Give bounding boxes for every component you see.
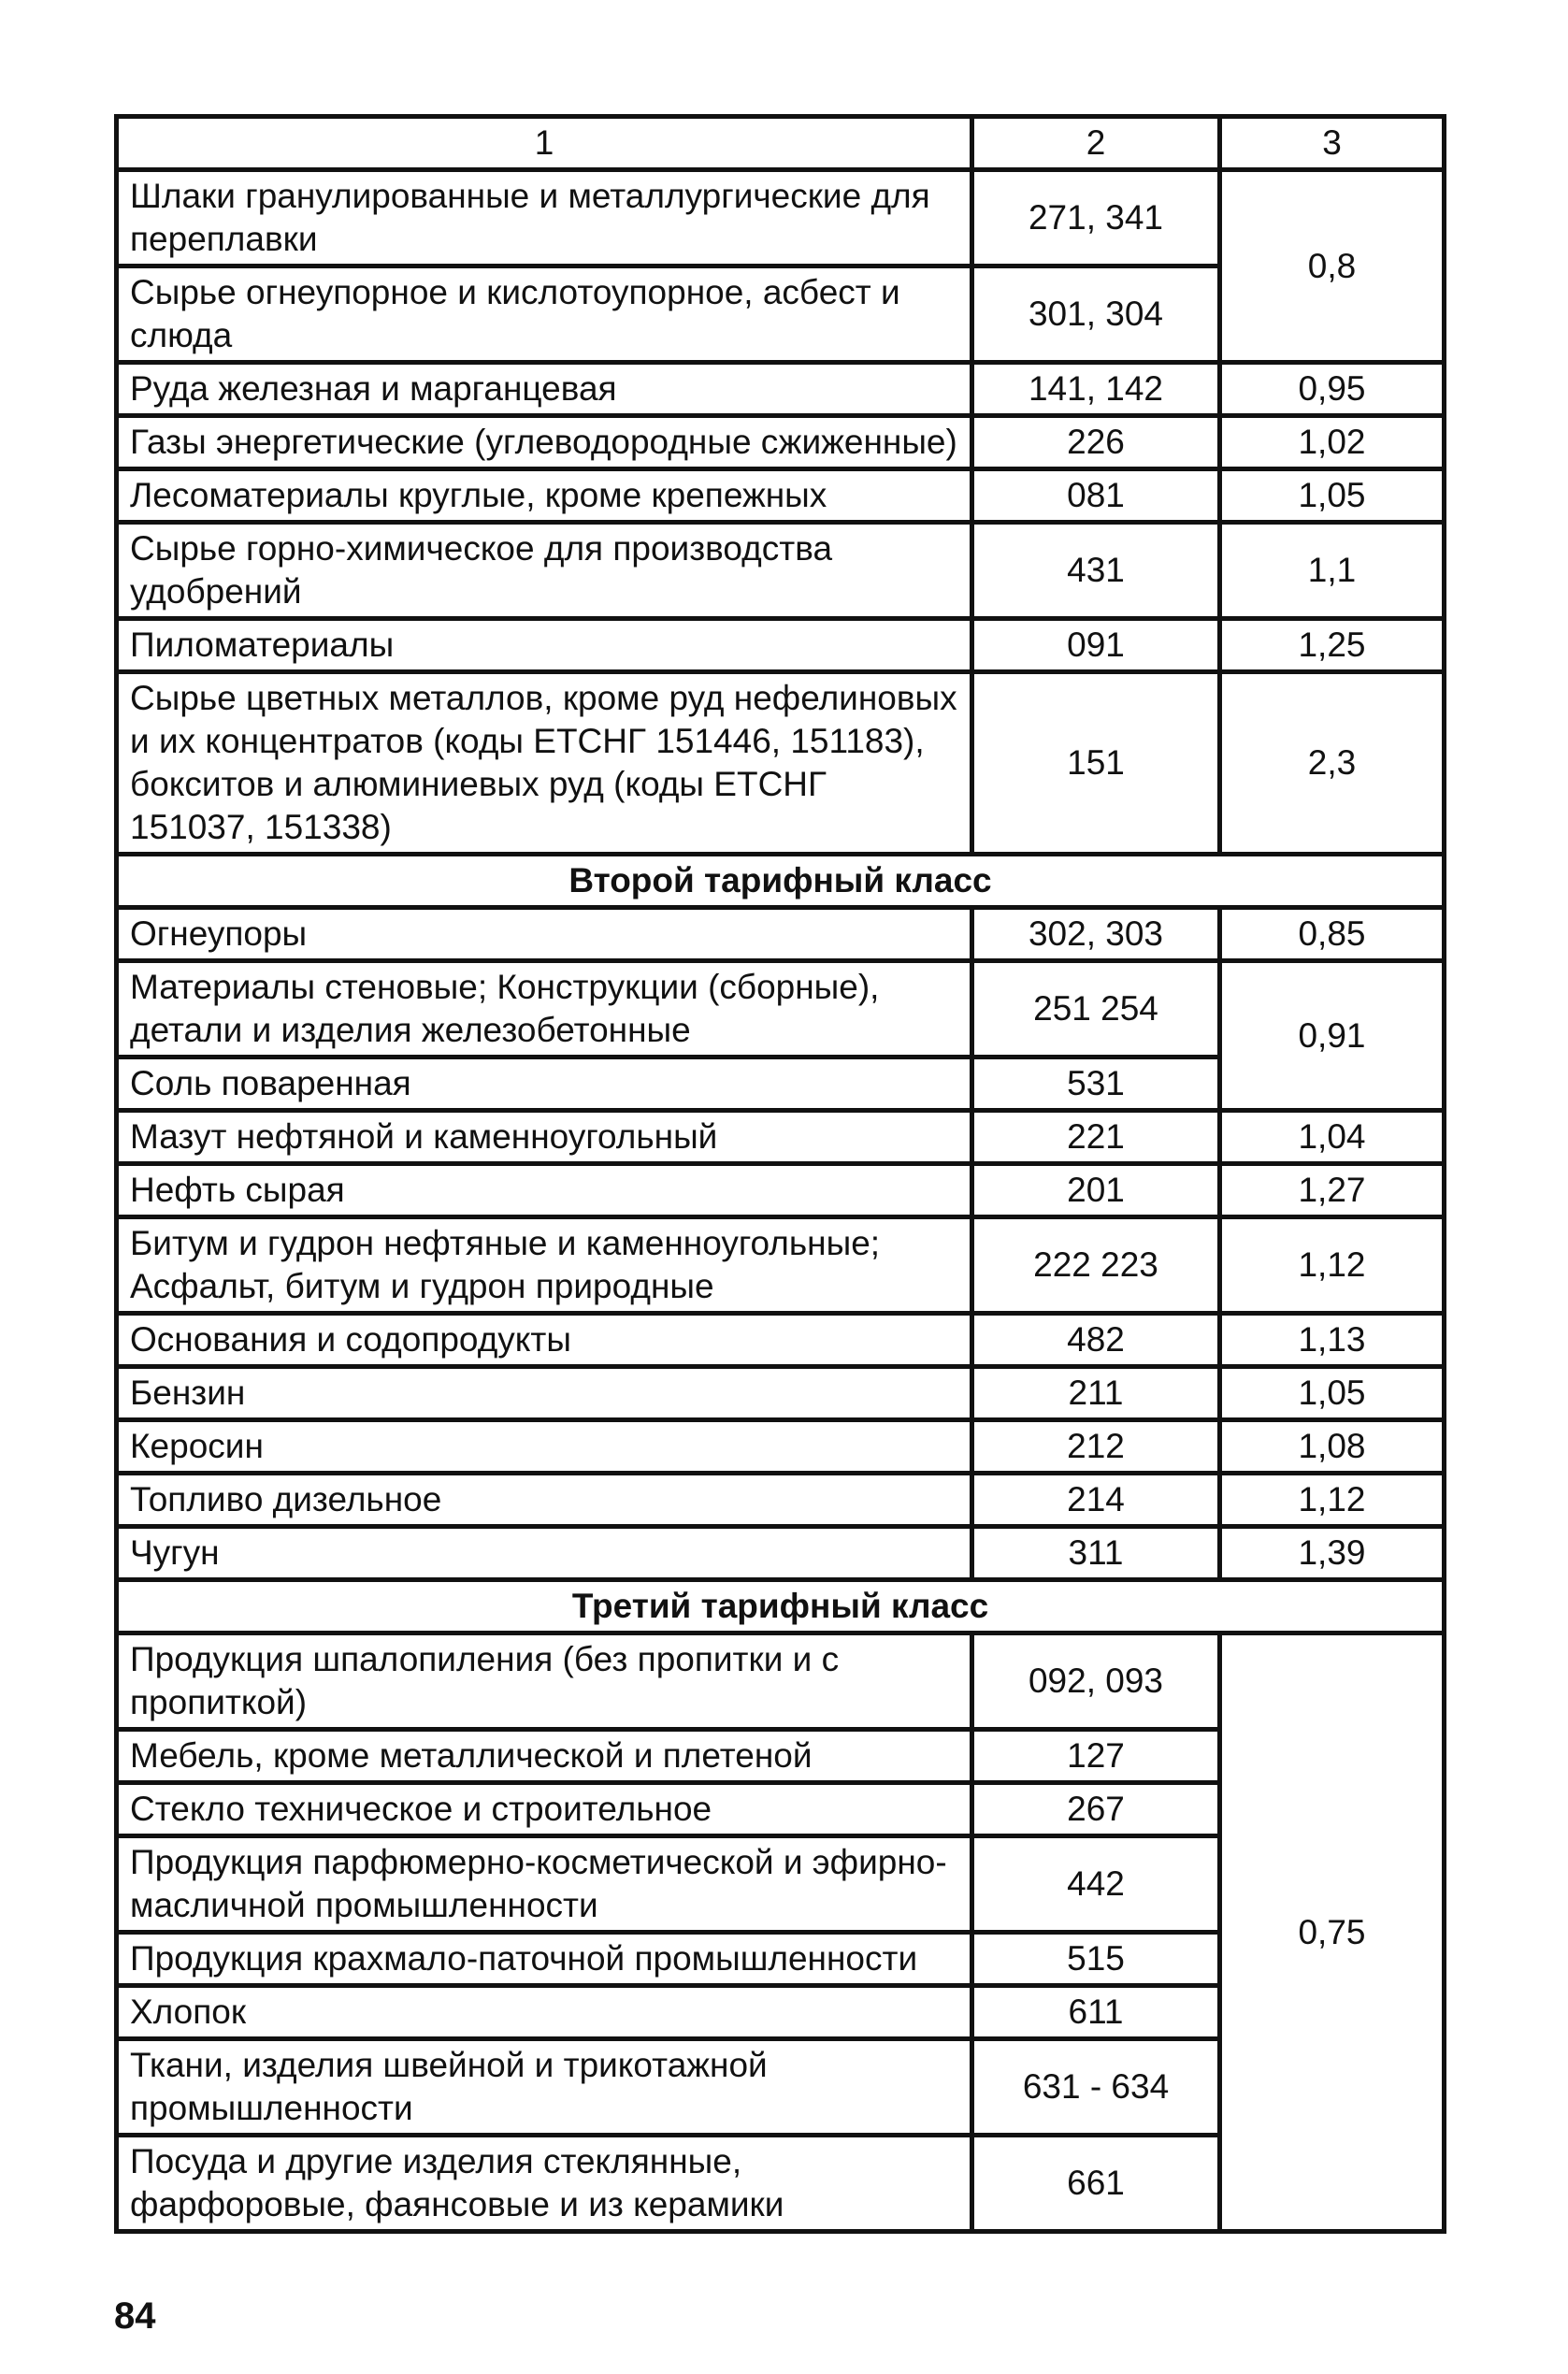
cargo-name: Мазут нефтяной и каменноугольный [117,1111,972,1164]
cargo-code: 271, 341 [972,170,1220,266]
table-row [117,416,1445,469]
cargo-name: Хлопок [117,1986,972,2039]
cargo-code: 431 [972,523,1220,619]
column-header: 1 [117,117,972,170]
cargo-name: Руда железная и марганцевая [117,363,972,416]
tariff-coefficient: 2,3 [1220,672,1445,855]
cargo-name: Лесоматериалы круглые, кроме крепежных [117,469,972,523]
cargo-name: Огнеупоры [117,908,972,961]
tariff-coefficient: 1,05 [1220,1367,1445,1420]
table-row [117,1217,1445,1314]
cargo-name: Пиломатериалы [117,619,972,672]
table-row [117,908,1445,961]
tariff-coefficient: 1,1 [1220,523,1445,619]
cargo-code: 221 [972,1111,1220,1164]
cargo-name: Топливо дизельное [117,1474,972,1527]
cargo-code: 081 [972,469,1220,523]
table-row [117,961,1445,1058]
table-row [117,1633,1445,1730]
cargo-code: 151 [972,672,1220,855]
cargo-code: 442 [972,1836,1220,1933]
table-row [117,1314,1445,1367]
cargo-code: 201 [972,1164,1220,1217]
cargo-code: 631 - 634 [972,2039,1220,2136]
table-header-row [117,117,1445,170]
table-row [117,1474,1445,1527]
section-row [117,1580,1445,1633]
cargo-name: Основания и содопродукты [117,1314,972,1367]
cargo-name: Продукция парфюмерно-косметической и эфирно-масличной промышленности [117,1836,972,1933]
table-row [117,170,1445,266]
cargo-code: 212 [972,1420,1220,1474]
tariff-coefficient: 0,85 [1220,908,1445,961]
tariff-coefficient: 0,75 [1220,1633,1445,2232]
tariff-coefficient: 1,12 [1220,1474,1445,1527]
tariff-coefficient: 1,25 [1220,619,1445,672]
table-row [117,672,1445,855]
cargo-name: Газы энергетические (углеводородные сжиженные) [117,416,972,469]
table-row [117,1367,1445,1420]
cargo-code: 301, 304 [972,266,1220,363]
page-number: 84 [114,2295,156,2337]
tariff-coefficient: 0,95 [1220,363,1445,416]
cargo-name: Сырье цветных металлов, кроме руд нефелиновых и их концентратов (коды ЕТСНГ 151446, 151183), бокситов и алюминиевых руд (коды ЕТСНГ 151037, 151338) [117,672,972,855]
cargo-name: Сырье горно-химическое для производства удобрений [117,523,972,619]
cargo-code: 211 [972,1367,1220,1420]
cargo-name: Сырье огнеупорное и кислотоупорное, асбест и слюда [117,266,972,363]
cargo-name: Продукция шпалопиления (без пропитки и с пропиткой) [117,1633,972,1730]
cargo-name: Нефть сырая [117,1164,972,1217]
tariff-coefficient: 0,91 [1220,961,1445,1111]
tariff-coefficient: 1,05 [1220,469,1445,523]
tariff-table [114,114,1446,2234]
cargo-name: Чугун [117,1527,972,1580]
cargo-code: 127 [972,1730,1220,1783]
tariff-coefficient: 1,04 [1220,1111,1445,1164]
cargo-code: 531 [972,1058,1220,1111]
cargo-code: 661 [972,2136,1220,2232]
table-row [117,469,1445,523]
tariff-coefficient: 1,08 [1220,1420,1445,1474]
table-row [117,1527,1445,1580]
table-row [117,1111,1445,1164]
tariff-coefficient: 1,02 [1220,416,1445,469]
tariff-coefficient: 0,8 [1220,170,1445,363]
cargo-code: 311 [972,1527,1220,1580]
cargo-name: Стекло техническое и строительное [117,1783,972,1836]
cargo-name: Материалы стеновые; Конструкции (сборные), детали и изделия железобетонные [117,961,972,1058]
cargo-code: 222 223 [972,1217,1220,1314]
cargo-code: 611 [972,1986,1220,2039]
cargo-name: Соль поваренная [117,1058,972,1111]
cargo-name: Керосин [117,1420,972,1474]
cargo-code: 515 [972,1933,1220,1986]
section-row [117,855,1445,908]
table-row [117,523,1445,619]
cargo-name: Мебель, кроме металлической и плетеной [117,1730,972,1783]
table-row [117,619,1445,672]
cargo-code: 091 [972,619,1220,672]
cargo-code: 092, 093 [972,1633,1220,1730]
cargo-code: 267 [972,1783,1220,1836]
cargo-code: 214 [972,1474,1220,1527]
column-header: 3 [1220,117,1445,170]
tariff-coefficient: 1,39 [1220,1527,1445,1580]
cargo-name: Битум и гудрон нефтяные и каменноугольные; Асфальт, битум и гудрон природные [117,1217,972,1314]
table-row [117,363,1445,416]
column-header: 2 [972,117,1220,170]
section-title: Третий тарифный класс [117,1580,1445,1633]
cargo-name: Шлаки гранулированные и металлургические для переплавки [117,170,972,266]
cargo-name: Посуда и другие изделия стеклянные, фарфоровые, фаянсовые и из керамики [117,2136,972,2232]
tariff-coefficient: 1,13 [1220,1314,1445,1367]
tariff-coefficient: 1,27 [1220,1164,1445,1217]
cargo-name: Бензин [117,1367,972,1420]
cargo-name: Ткани, изделия швейной и трикотажной промышленности [117,2039,972,2136]
cargo-code: 251 254 [972,961,1220,1058]
cargo-code: 482 [972,1314,1220,1367]
table-row [117,1420,1445,1474]
cargo-code: 226 [972,416,1220,469]
table-row [117,1164,1445,1217]
cargo-code: 141, 142 [972,363,1220,416]
cargo-name: Продукция крахмало-паточной промышленности [117,1933,972,1986]
tariff-coefficient: 1,12 [1220,1217,1445,1314]
cargo-code: 302, 303 [972,908,1220,961]
section-title: Второй тарифный класс [117,855,1445,908]
